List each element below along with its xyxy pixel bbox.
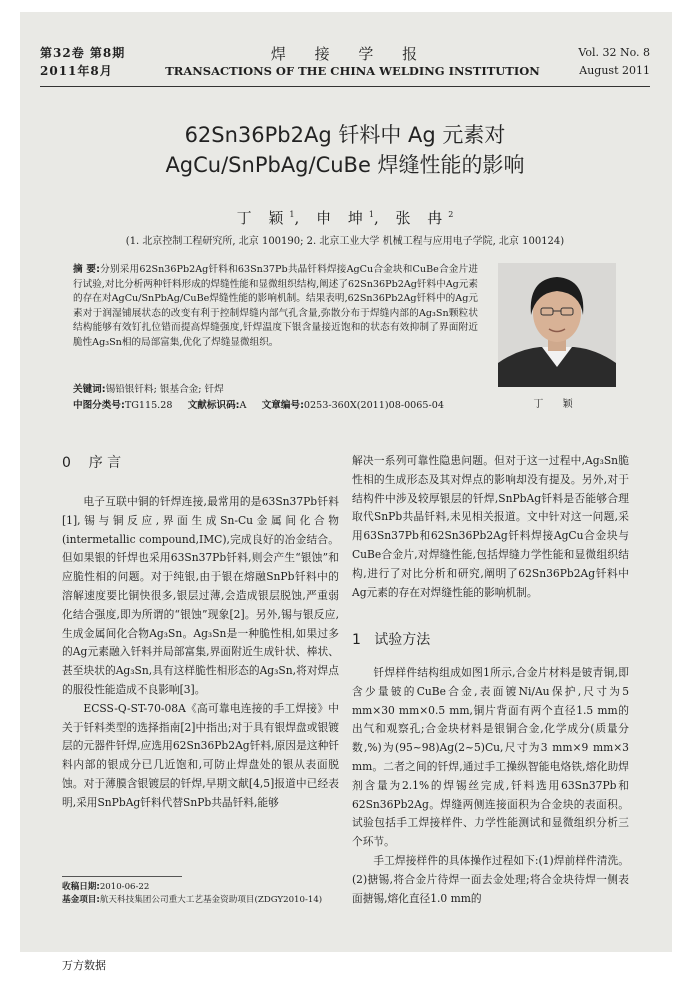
section-0-heading [62,452,121,472]
header-left [40,44,125,80]
article-no-value: 0253-360X(2011)08-0065-04 [303,400,444,411]
section-0-number: 0 [62,455,71,471]
received-label: 收稿日期: [62,882,100,892]
header-right [540,44,650,80]
section-1-title: 试验方法 [374,632,431,648]
keywords-label: 关键词: [73,384,106,395]
doc-code-value: A [239,400,247,411]
author-photo [498,263,616,387]
left-paragraph-2: ECSS-Q-ST-70-08A《高可靠电连接的手工焊接》中关于钎料类型的选择指南[2]中指出;对于具有银焊盘或银镀层的元器件钎焊,应选用62Sn36Pb2Ag钎料,原因是这种钎料内部的银成分已几近饱和,可防止焊盘处的银从表面脱蚀。对于薄膜含银镀层的钎焊,早期文献[4,5]报道中已经表明,采用SnPbAg钎料代替SnPb共晶钎料,能够 [62,701,339,809]
author-portrait-image [498,263,616,387]
section-1-number: 1 [352,632,361,648]
paper-title [40,120,650,180]
abstract [73,263,478,351]
author-1 [237,209,295,227]
keywords: 锡铅银钎料; 银基合金; 钎焊 [105,384,224,395]
clc-label: 中图分类号: [73,400,125,411]
title-line-1: 62Sn36Pb2Ag 钎料中 Ag 元素对 [184,123,506,147]
fund-line [62,894,352,907]
right-paragraph-2: 钎焊样件结构组成如图1所示,合金片材料是铍青铜,即含少量铍的CuBe合金,表面镀Ni/Au保护,尺寸为5 mm×30 mm×0.5 mm,铜片背面有两个直径1.5 mm的出气和观察孔;合金块材料是银铜合金,化学成分(质量分数,%)为(95~98)Ag(2~5)Cu,尺寸为3 mm×9 mm×3 mm。二者之间的钎焊,通过手工操纵智能电烙铁,熔化助焊剂含量为2.1%的焊锡丝完成,钎料选用63Sn37Pb和62Sn36Pb2Ag。焊缝两侧连接面积为合金块的表面积。试验包括手工焊接样件、力学性能测试和显微组织分析三个环节。 [352,666,629,849]
clc-value: TG115.28 [124,400,173,411]
fund-text: 航天科技集团公司重大工艺基金资助项目(ZDGY2010-14) [99,895,323,905]
photo-caption: 丁 颖 [533,399,581,410]
section-0-title: 序 言 [88,455,122,471]
author-2-sup: 1 [368,210,374,219]
author-3-name: 张 冉 [395,209,449,227]
date-cn: 2011年8月 [40,64,113,78]
author-1-name: 丁 颖 [236,209,290,227]
right-column-bottom [352,664,629,908]
author-2 [316,209,374,227]
journal-name-cn: 焊 接 学 报 [270,45,430,63]
author-list: 丁 颖$^1$, 申 坤$^1$, 张 冉$^2$ [236,209,454,227]
author-1-sup: 1 [289,210,295,219]
received-date: 2010-06-22 [99,882,150,892]
doc-code-label: 文献标识码: [187,400,240,411]
right-paragraph-1: 解决一系列可靠性隐患问题。但对于这一过程中,Ag₃Sn脆性相的生成形态及其对焊点的影响却没有提及。另外,对于结构件中涉及较厚银层的钎焊,SnPbAg钎料是否能够合理取代SnPb共晶钎料,未见相关报道。文中针对这一问题,采用63Sn37Pb和62Sn36Pb2Ag钎料焊接AgCu合金块与CuBe合金片,对焊缝性能,包括焊缝力学性能和显微组织结构,进行了对比分析和研究,阐明了62Sn36Pb2Ag钎料中Ag元素的存在对焊缝性能的影响机制。 [352,454,629,599]
affiliation: (1. 北京控制工程研究所, 北京 100190; 2. 北京工业大学 机械工程与应用电子学院, 北京 100124) [125,236,565,247]
footnote [62,881,352,907]
abstract-label: 摘 要: [73,264,100,275]
volume-en: Vol. 32 No. 8 [578,46,650,59]
left-paragraph-1: 电子互联中铜的钎焊连接,最常用的是63Sn37Pb钎料[1],锡与铜反应,界面生成Sn-Cu金属间化合物(intermetallic compound,IMC),完成良好的冶金结合。但如果银的钎焊也采用63Sn37Pb钎料,则会产生“银蚀”和应脆性相的问题。对于纯银,由于银在熔融SnPb钎料中的溶解速度要比铜快很多,银层过薄,会造成银层脱蚀,严重弱化结合强度,即为所谓的“银蚀”现象[2]。另外,锡与银反应,生成金属间化合物Ag₃Sn。Ag₃Sn是一种脆性相,如果过多的Ag元素融入钎料并局部富集,界面附近生成针状、棒状、甚至块状的Ag₃Sn,具有这样脆性相形态的Ag₃Sn,将对焊点的服役性能造成不良影响[3]。 [62,495,339,696]
author-2-name: 申 坤 [316,209,369,227]
title-line-2: AgCu/SnPbAg/CuBe 焊缝性能的影响 [165,153,525,177]
keywords-line [73,382,493,398]
fund-label: 基金项目: [62,895,100,905]
footnote-rule [62,876,182,877]
author-3 [395,209,453,227]
journal-name-en: TRANSACTIONS OF THE CHINA WELDING INSTITUTION [165,64,540,78]
classification-line [73,398,493,414]
left-column [62,493,339,813]
header-rule [40,86,650,87]
watermark-text: 万方数据 [62,959,106,972]
article-meta [73,382,493,414]
volume-cn: 第32卷 第8期 [40,46,126,60]
date-en: August 2011 [579,64,650,77]
article-no-label: 文章编号: [261,400,304,411]
right-column-top [352,452,629,602]
author-3-sup: 2 [448,210,454,219]
received-line [62,881,352,894]
right-paragraph-3: 手工焊接样件的具体操作过程如下:(1)焊前样件清洗。(2)搪锡,将合金片待焊一面去金处理;将合金块待焊一侧表面搪锡,熔化直径1.0 mm的 [352,853,629,905]
section-1-heading [352,629,430,649]
abstract-text: 分别采用62Sn36Pb2Ag钎料和63Sn37Pb共晶钎料焊接AgCu合金块和CuBe合金片进行试验,对比分析两种钎料形成的焊缝性能和显微组织结构,阐述了62Sn36Pb2Ag钎料中Ag元素的存在对AgCu/SnPbAg/CuBe焊缝性能的影响机制。结果表明,62Sn36Pb2Ag钎料中的Ag元素对于润湿铺展状态的改变有利于控制焊缝内部气孔含量,弥散分布于焊缝内部的Ag₃Sn颗粒状结构能够有效钉扎位错而提高焊缝强度,钎焊温度下银含量接近饱和的状态有效抑制了界面附近脆性Ag₃Sn相的局部富集,优化了焊缝显微组织。 [73,264,478,348]
